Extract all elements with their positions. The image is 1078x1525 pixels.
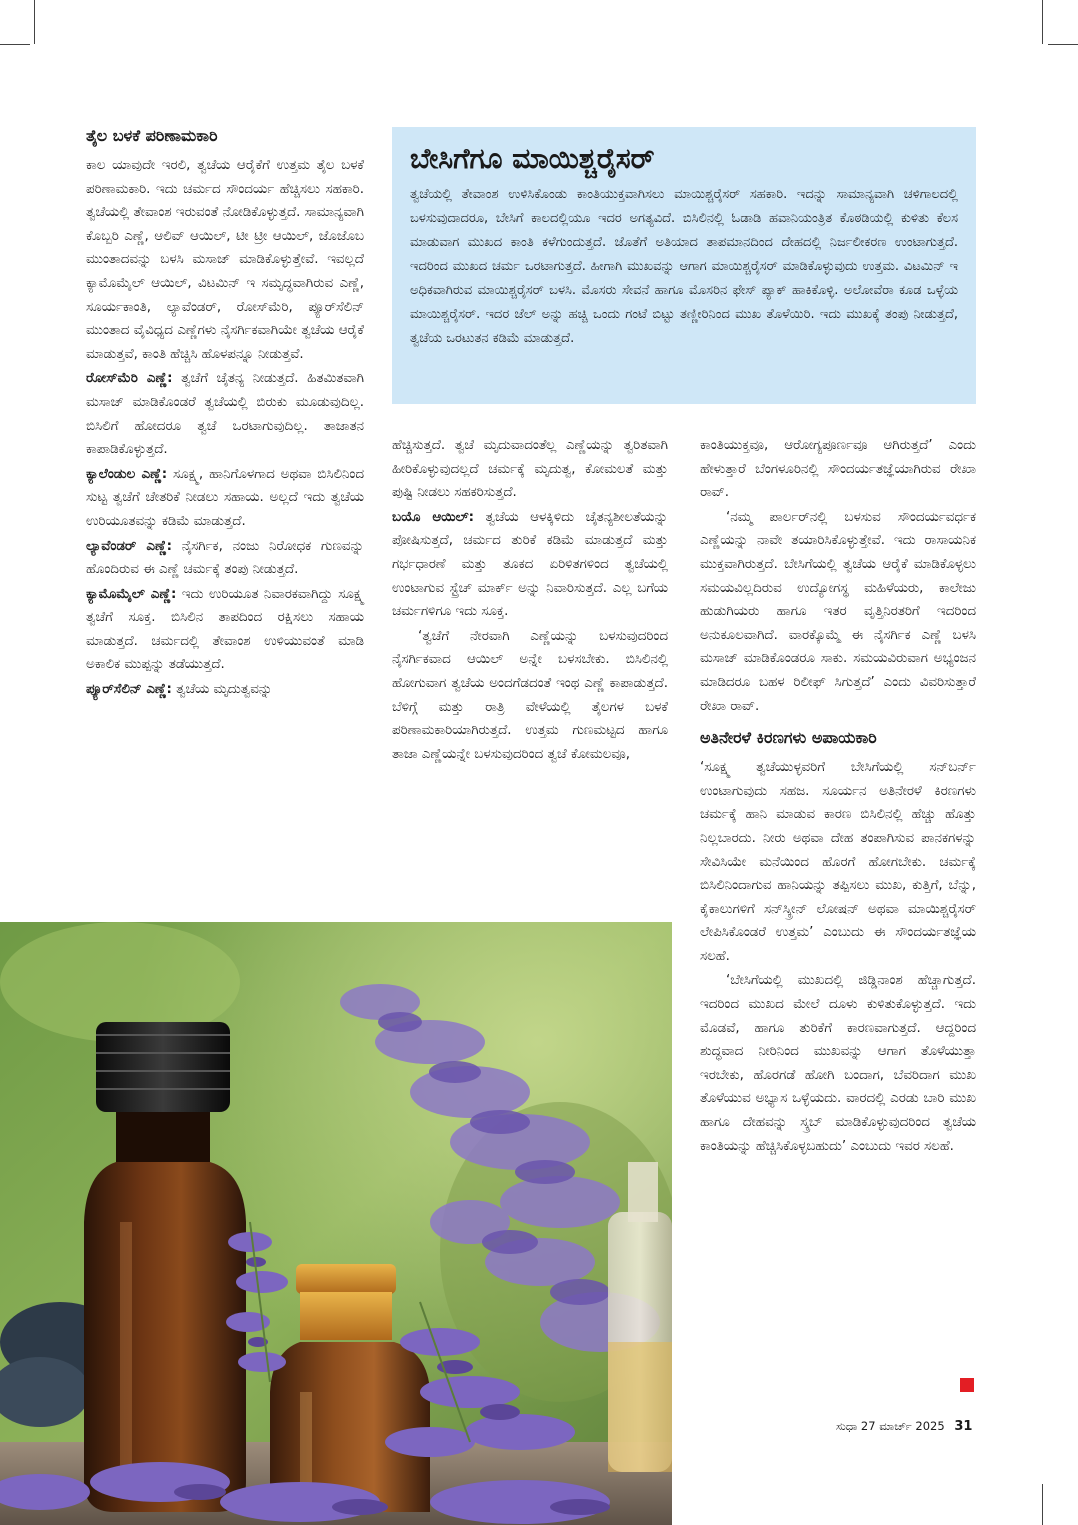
sidebar-body: ತ್ವಚೆಯಲ್ಲಿ ತೇವಾಂಶ ಉಳಿಸಿಕೊಂಡು ಕಾಂತಿಯುಕ್ತವಾಗಿಸಲು ಮಾಯಿಶ್ಚರೈಸರ್ ಸಹಕಾರಿ. ಇದನ್ನು ಸಾಮಾನ್ಯವಾಗಿ ಚಳಿಗಾಲದಲ್ಲಿ ಬಳಸುವುದಾದರೂ, ಬೇಸಿಗೆ ಕಾಲದಲ್ಲಿಯೂ ಇದರ ಅಗತ್ಯವಿದೆ. ಬಿಸಿಲಿನಲ್ಲಿ ಓಡಾಡಿ ಹವಾನಿಯಂತ್ರಿತ ಕೊಠಡಿಯಲ್ಲಿ ಕುಳಿತು ಕೆಲಸ ಮಾಡುವಾಗ ಮುಖದ ಕಾಂತಿ ಕಳೆಗುಂದುತ್ತದೆ. ಜೊತೆಗೆ ಅತಿಯಾದ ತಾಪಮಾನದಿಂದ ದೇಹದಲ್ಲಿ ನಿರ್ಜಲೀಕರಣ ಉಂಟಾಗುತ್ತದೆ. ಇದರಿಂದ ಮುಖದ ಚರ್ಮ ಒರಟಾಗುತ್ತದೆ. ಹೀಗಾಗಿ ಮುಖವನ್ನು ಆಗಾಗ ಮಾಯಿಶ್ಚರೈಸರ್ ಮಾಡಿಕೊಳ್ಳುವುದು ಉತ್ತಮ. ವಿಟಮಿನ್ ಇ ಅಧಿಕವಾಗಿರುವ ಮಾಯಿಶ್ಚರೈಸರ್ ಬಳಸಿ. ಮೊಸರು ಸೇವನೆ ಹಾಗೂ ಮೊಸರಿನ ಫೇಸ್ ಪ್ಯಾಕ್ ಹಾಕಿಕೊಳ್ಳಿ. ಅಲೋವೆರಾ ಕೂಡ ಒಳ್ಳೆಯ ಮಾಯಿಶ್ಚರೈಸರ್. ಇದರ ಜೆಲ್ ಅನ್ನು ಹಚ್ಚಿ ಒಂದು ಗಂಟೆ ಬಿಟ್ಟು ತಣ್ಣೀರಿನಿಂದ ಮುಖ ತೊಳೆಯಿರಿ. ಇದು ಮುಖಕ್ಕೆ ತಂಪು ನೀಡುತ್ತದೆ, ತ್ವಚೆಯ ಒರಟುತನ ಕಡಿಮೆ ಮಾಡುತ್ತದೆ. — [410, 187, 958, 346]
article-column-3 — [700, 434, 976, 1159]
page-footer — [836, 1418, 972, 1435]
crop-mark-top-left — [34, 0, 35, 44]
item-lead: ಕ್ಯಾಮೊಮೈಲ್ ಎಣ್ಣೆ: — [86, 586, 177, 602]
item-text: ನೈಸರ್ಗಿಕ, ನಂಜು ನಿರೋಧಕ ಗುಣವನ್ನು ಹೊಂದಿರುವ ಈ ಎಣ್ಣೆ ಚರ್ಮಕ್ಕೆ ತಂಪು ನೀಡುತ್ತದೆ. — [86, 538, 364, 578]
paragraph: ಹೆಚ್ಚಿಸುತ್ತದೆ. ತ್ವಚೆ ಮೃದುವಾದಂತೆಲ್ಲ ಎಣ್ಣೆಯನ್ನು ತ್ವರಿತವಾಗಿ ಹೀರಿಕೊಳ್ಳುವುದಲ್ಲದೆ ಚರ್ಮಕ್ಕೆ ಮೃದುತ್ವ, ಕೋಮಲತೆ ಮತ್ತು ಪುಷ್ಟಿ ನೀಡಲು ಸಹಕರಿಸುತ್ತದೆ. — [392, 438, 668, 501]
essential-oil-bottles-lavender-photo — [0, 922, 672, 1525]
red-square-end-mark — [960, 1378, 974, 1392]
item-lead: ರೋಸ್‌ಮೆರಿ ಎಣ್ಣೆ: — [86, 371, 173, 387]
oil-item-calendula — [86, 463, 364, 534]
quote-paragraph: ‘ಸೂಕ್ಷ್ಮ ತ್ವಚೆಯುಳ್ಳವರಿಗೆ ಬೇಸಿಗೆಯಲ್ಲಿ ಸನ್‌ಬರ್ನ್ ಉಂಟಾಗುವುದು ಸಹಜ. ಸೂರ್ಯನ ಅತಿನೇರಳೆ ಕಿರಣಗಳು ಚರ್ಮಕ್ಕೆ ಹಾನಿ ಮಾಡುವ ಕಾರಣ ಬಿಸಿಲಿನಲ್ಲಿ ಹೆಚ್ಚು ಹೊತ್ತು ನಿಲ್ಲಬಾರದು. ನೀರು ಅಥವಾ ದೇಹ ತಂಪಾಗಿಸುವ ಪಾನಕಗಳನ್ನು ಸೇವಿಸಿಯೇ ಮನೆಯಿಂದ ಹೊರಗೆ ಹೋಗಬೇಕು. ಚರ್ಮಕ್ಕೆ ಬಿಸಿಲಿನಿಂದಾಗುವ ಹಾನಿಯನ್ನು ತಪ್ಪಿಸಲು ಮುಖ, ಕುತ್ತಿಗೆ, ಬೆನ್ನು, ಕೈಕಾಲುಗಳಿಗೆ ಸನ್‌ಸ್ಕ್ರೀನ್ ಲೋಷನ್ ಅಥವಾ ಮಾಯಿಶ್ಚರೈಸರ್ ಲೇಪಿಸಿಕೊಂಡರೆ ಉತ್ತಮ’ ಎಂಬುದು ಈ ಸೌಂದರ್ಯತಜ್ಞೆಯ ಸಲಹೆ. — [700, 760, 976, 964]
photo-illustration — [0, 922, 672, 1525]
issue-date: 27 ಮಾರ್ಚ್ 2025 — [860, 1419, 945, 1433]
item-lead: ಪ್ಯೂರ್‌ಸೆಲಿನ್ ಎಣ್ಣೆ: — [86, 682, 172, 698]
item-lead: ಲ್ಯಾವೆಂಡರ್ ಎಣ್ಣೆ: — [86, 538, 173, 554]
oil-item-bio-oil — [392, 506, 668, 624]
page-number: 31 — [954, 1419, 973, 1434]
quote-paragraph: ‘ನಮ್ಮ ಪಾರ್ಲರ್‌ನಲ್ಲಿ ಬಳಸುವ ಸೌಂದರ್ಯವರ್ಧಕ ಎಣ್ಣೆಯನ್ನು ನಾವೇ ತಯಾರಿಸಿಕೊಳ್ಳುತ್ತೇವೆ. ಇದು ರಾಸಾಯನಿಕ ಮುಕ್ತವಾಗಿರುತ್ತದೆ. ಬೇಸಿಗೆಯಲ್ಲಿ ತ್ವಚೆಯ ಆರೈಕೆ ಮಾಡಿಕೊಳ್ಳಲು ಸಮಯವಿಲ್ಲದಿರುವ ಉದ್ಯೋಗಸ್ಥ ಮಹಿಳೆಯರು, ಕಾಲೇಜು ಹುಡುಗಿಯರು ಹಾಗೂ ಇತರ ವೃತ್ತಿನಿರತರಿಗೆ ಇದರಿಂದ ಅನುಕೂಲವಾಗಿದೆ. ವಾರಕ್ಕೊಮ್ಮೆ ಈ ನೈಸರ್ಗಿಕ ಎಣ್ಣೆ ಬಳಸಿ ಮಸಾಜ್ ಮಾಡಿಕೊಂಡರೂ ಸಾಕು. ಸಮಯವಿರುವಾಗ ಅಭ್ಯಂಜನ ಮಾಡಿದರೂ ಬಹಳ ರಿಲೀಫ್ ಸಿಗುತ್ತದೆ’ ಎಂದು ವಿವರಿಸುತ್ತಾರೆ ರೇಖಾ ರಾವ್. — [700, 509, 976, 714]
crop-mark-top-left-h — [0, 44, 30, 45]
paragraph: ಕಾಲ ಯಾವುದೇ ಇರಲಿ, ತ್ವಚೆಯ ಆರೈಕೆಗೆ ಉತ್ತಮ ತೈಲ ಬಳಕೆ ಪರಿಣಾಮಕಾರಿ. ಇದು ಚರ್ಮದ ಸೌಂದರ್ಯ ಹೆಚ್ಚಿಸಲು ಸಹಕಾರಿ. ತ್ವಚೆಯಲ್ಲಿ ತೇವಾಂಶ ಇರುವಂತೆ ನೋಡಿಕೊಳ್ಳುತ್ತದೆ. ಸಾಮಾನ್ಯವಾಗಿ ಕೊಬ್ಬರಿ ಎಣ್ಣೆ, ಆಲಿವ್ ಆಯಿಲ್, ಟೀ ಟ್ರೀ ಆಯಿಲ್, ಜೊಜೊಬ ಮುಂತಾದವನ್ನು ಬಳಸಿ ಮಸಾಜ್ ಮಾಡಿಕೊಳ್ಳುತ್ತೇವೆ. ಇವಲ್ಲದೆ ಕ್ಯಾಮೊಮೈಲ್ ಆಯಿಲ್, ವಿಟಮಿನ್ ಇ ಸಮೃದ್ಧವಾಗಿರುವ ಎಣ್ಣೆ, ಸೂರ್ಯಕಾಂತಿ, ಲ್ಯಾವೆಂಡರ್, ರೋಸ್‌ಮೆರಿ, ಪ್ಯೂರ್‌ಸೆಲಿನ್ ಮುಂತಾದ ವೈವಿಧ್ಯದ ಎಣ್ಣೆಗಳು ನೈಸರ್ಗಿಕವಾಗಿಯೇ ತ್ವಚೆಯ ಆರೈಕೆ ಮಾಡುತ್ತವೆ, ಕಾಂತಿ ಹೆಚ್ಚಿಸಿ ಹೊಳಪನ್ನೂ ನೀಡುತ್ತವೆ. — [86, 158, 364, 362]
oil-item-lavender — [86, 535, 364, 582]
item-lead: ಬಯೊ ಆಯಿಲ್: — [392, 509, 474, 525]
oil-item-chamomile — [86, 583, 364, 677]
article-column-2 — [392, 434, 668, 767]
crop-mark-bottom-right — [1042, 1484, 1043, 1525]
crop-mark-top-right-h — [1048, 44, 1078, 45]
paragraph: ಕಾಂತಿಯುಕ್ತವೂ, ಆರೋಗ್ಯಪೂರ್ಣವೂ ಆಗಿರುತ್ತದೆ’ ಎಂದು ಹೇಳುತ್ತಾರೆ ಬೆಂಗಳೂರಿನಲ್ಲಿ ಸೌಂದರ್ಯತಜ್ಞೆಯಾಗಿರುವ ರೇಖಾ ರಾವ್. — [700, 438, 976, 501]
item-text: ಸೂಕ್ಷ್ಮ, ಹಾನಿಗೊಳಗಾದ ಅಥವಾ ಬಿಸಿಲಿನಿಂದ ಸುಟ್ಟ ತ್ವಚೆಗೆ ಚೇತರಿಕೆ ನೀಡಲು ಸಹಾಯ. ಅಲ್ಲದೆ ಇದು ತ್ವಚೆಯ ಉರಿಯೂತವನ್ನು ಕಡಿಮೆ ಮಾಡುತ್ತದೆ. — [86, 466, 364, 529]
oil-item-rosemary — [86, 367, 364, 461]
item-text: ತ್ವಚೆಯ ಆಳಕ್ಕಿಳಿದು ಚೈತನ್ಯಶೀಲತೆಯನ್ನು ಪೋಷಿಸುತ್ತದೆ, ಚರ್ಮದ ತುರಿಕೆ ಕಡಿಮೆ ಮಾಡುತ್ತದೆ ಮತ್ತು ಗರ್ಭಧಾರಣೆ ಮತ್ತು ತೂಕದ ಏರಿಳಿತಗಳಿಂದ ತ್ವಚೆಯಲ್ಲಿ ಉಂಟಾಗುವ ಸ್ಟ್ರೆಚ್ ಮಾರ್ಕ್ ಅನ್ನು ನಿವಾರಿಸುತ್ತದೆ. ಎಲ್ಲ ಬಗೆಯ ಚರ್ಮಗಳಿಗೂ ಇದು ಸೂಕ್ತ. — [392, 509, 668, 620]
magazine-name: ಸುಧಾ — [836, 1419, 858, 1433]
oil-item-purslane — [86, 678, 364, 702]
quote-paragraph: ‘ಬೇಸಿಗೆಯಲ್ಲಿ ಮುಖದಲ್ಲಿ ಜಿಡ್ಡಿನಾಂಶ ಹೆಚ್ಚಾಗುತ್ತದೆ. ಇದರಿಂದ ಮುಖದ ಮೇಲೆ ದೂಳು ಕುಳಿತುಕೊಳ್ಳುತ್ತದೆ. ಇದು ಮೊಡವೆ, ಹಾಗೂ ತುರಿಕೆಗೆ ಕಾರಣವಾಗುತ್ತದೆ. ಆದ್ದರಿಂದ ಶುದ್ಧವಾದ ನೀರಿನಿಂದ ಮುಖವನ್ನು ಆಗಾಗ ತೊಳೆಯುತ್ತಾ ಇರಬೇಕು, ಹೊರಗಡೆ ಹೋಗಿ ಬಂದಾಗ, ಬೆವರಿದಾಗ ಮುಖ ತೊಳೆಯುವ ಅಭ್ಯಾಸ ಒಳ್ಳೆಯದು. ವಾರದಲ್ಲಿ ಎರಡು ಬಾರಿ ಮುಖ ಹಾಗೂ ದೇಹವನ್ನು ಸ್ಕ್ರಬ್ ಮಾಡಿಕೊಳ್ಳುವುದರಿಂದ ತ್ವಚೆಯ ಕಾಂತಿಯನ್ನು ಹೆಚ್ಚಿಸಿಕೊಳ್ಳಬಹುದು’ ಎಂಬುದು ಇವರ ಸಲಹೆ. — [700, 973, 976, 1154]
sidebar-title: ಬೇಸಿಗೆಗೂ ಮಾಯಿಶ್ಚರೈಸರ್ — [410, 142, 655, 175]
item-lead: ಕ್ಯಾಲೆಂಡುಲ ಎಣ್ಣೆ: — [86, 466, 168, 482]
crop-mark-top-right — [1042, 0, 1043, 44]
article-column-1 — [86, 124, 364, 703]
item-text: ಇದು ಉರಿಯೂತ ನಿವಾರಕವಾಗಿದ್ದು ಸೂಕ್ಷ್ಮ ತ್ವಚೆಗೆ ಸೂಕ್ತ. ಬಿಸಿಲಿನ ತಾಪದಿಂದ ರಕ್ಷಿಸಲು ಸಹಾಯ ಮಾಡುತ್ತದೆ. ಚರ್ಮದಲ್ಲಿ ತೇವಾಂಶ ಉಳಿಯುವಂತೆ ಮಾಡಿ ಅಕಾಲಿಕ ಮುಪ್ಪನ್ನು ತಡೆಯುತ್ತದೆ. — [86, 586, 365, 673]
section-heading-uv-rays: ಅತಿನೇರಳೆ ಕಿರಣಗಳು ಅಪಾಯಕಾರಿ — [700, 728, 877, 748]
quote-paragraph: ‘ತ್ವಚೆಗೆ ನೇರವಾಗಿ ಎಣ್ಣೆಯನ್ನು ಬಳಸುವುದರಿಂದ ನೈಸರ್ಗಿಕವಾದ ಆಯಿಲ್ ಅನ್ನೇ ಬಳಸಬೇಕು. ಬಿಸಿಲಿನಲ್ಲಿ ಹೋಗುವಾಗ ತ್ವಚೆಯ ಅಂದಗೆಡದಂತೆ ಇಂಥ ಎಣ್ಣೆ ಕಾಪಾಡುತ್ತದೆ. ಬೆಳಿಗ್ಗೆ ಮತ್ತು ರಾತ್ರಿ ವೇಳೆಯಲ್ಲಿ ತೈಲಗಳ ಬಳಕೆ ಪರಿಣಾಮಕಾರಿಯಾಗಿರುತ್ತದೆ. ಉತ್ತಮ ಗುಣಮಟ್ಟದ ಹಾಗೂ ತಾಜಾ ಎಣ್ಣೆಯನ್ನೇ ಬಳಸುವುದರಿಂದ ತ್ವಚೆ ಕೋಮಲವೂ, — [392, 628, 668, 762]
sidebar-box-moisturizer — [392, 127, 976, 404]
item-text: ತ್ವಚೆಗೆ ಚೈತನ್ಯ ನೀಡುತ್ತದೆ. ಹಿತಮಿತವಾಗಿ ಮಸಾಜ್ ಮಾಡಿಕೊಂಡರೆ ತ್ವಚೆಯಲ್ಲಿ ಬಿರುಕು ಮೂಡುವುದಿಲ್ಲ. ಬಿಸಿಲಿಗೆ ಹೋದರೂ ತ್ವಚೆ ಒರಟಾಗುವುದಿಲ್ಲ. ತಾಜಾತನ ಕಾಪಾಡಿಕೊಳ್ಳುತ್ತದೆ. — [86, 371, 364, 458]
section-heading-oil-usage: ತೈಲ ಬಳಕೆ ಪರಿಣಾಮಕಾರಿ — [86, 126, 218, 145]
item-text: ತ್ವಚೆಯ ಮೃದುತ್ವವನ್ನು — [171, 682, 273, 698]
